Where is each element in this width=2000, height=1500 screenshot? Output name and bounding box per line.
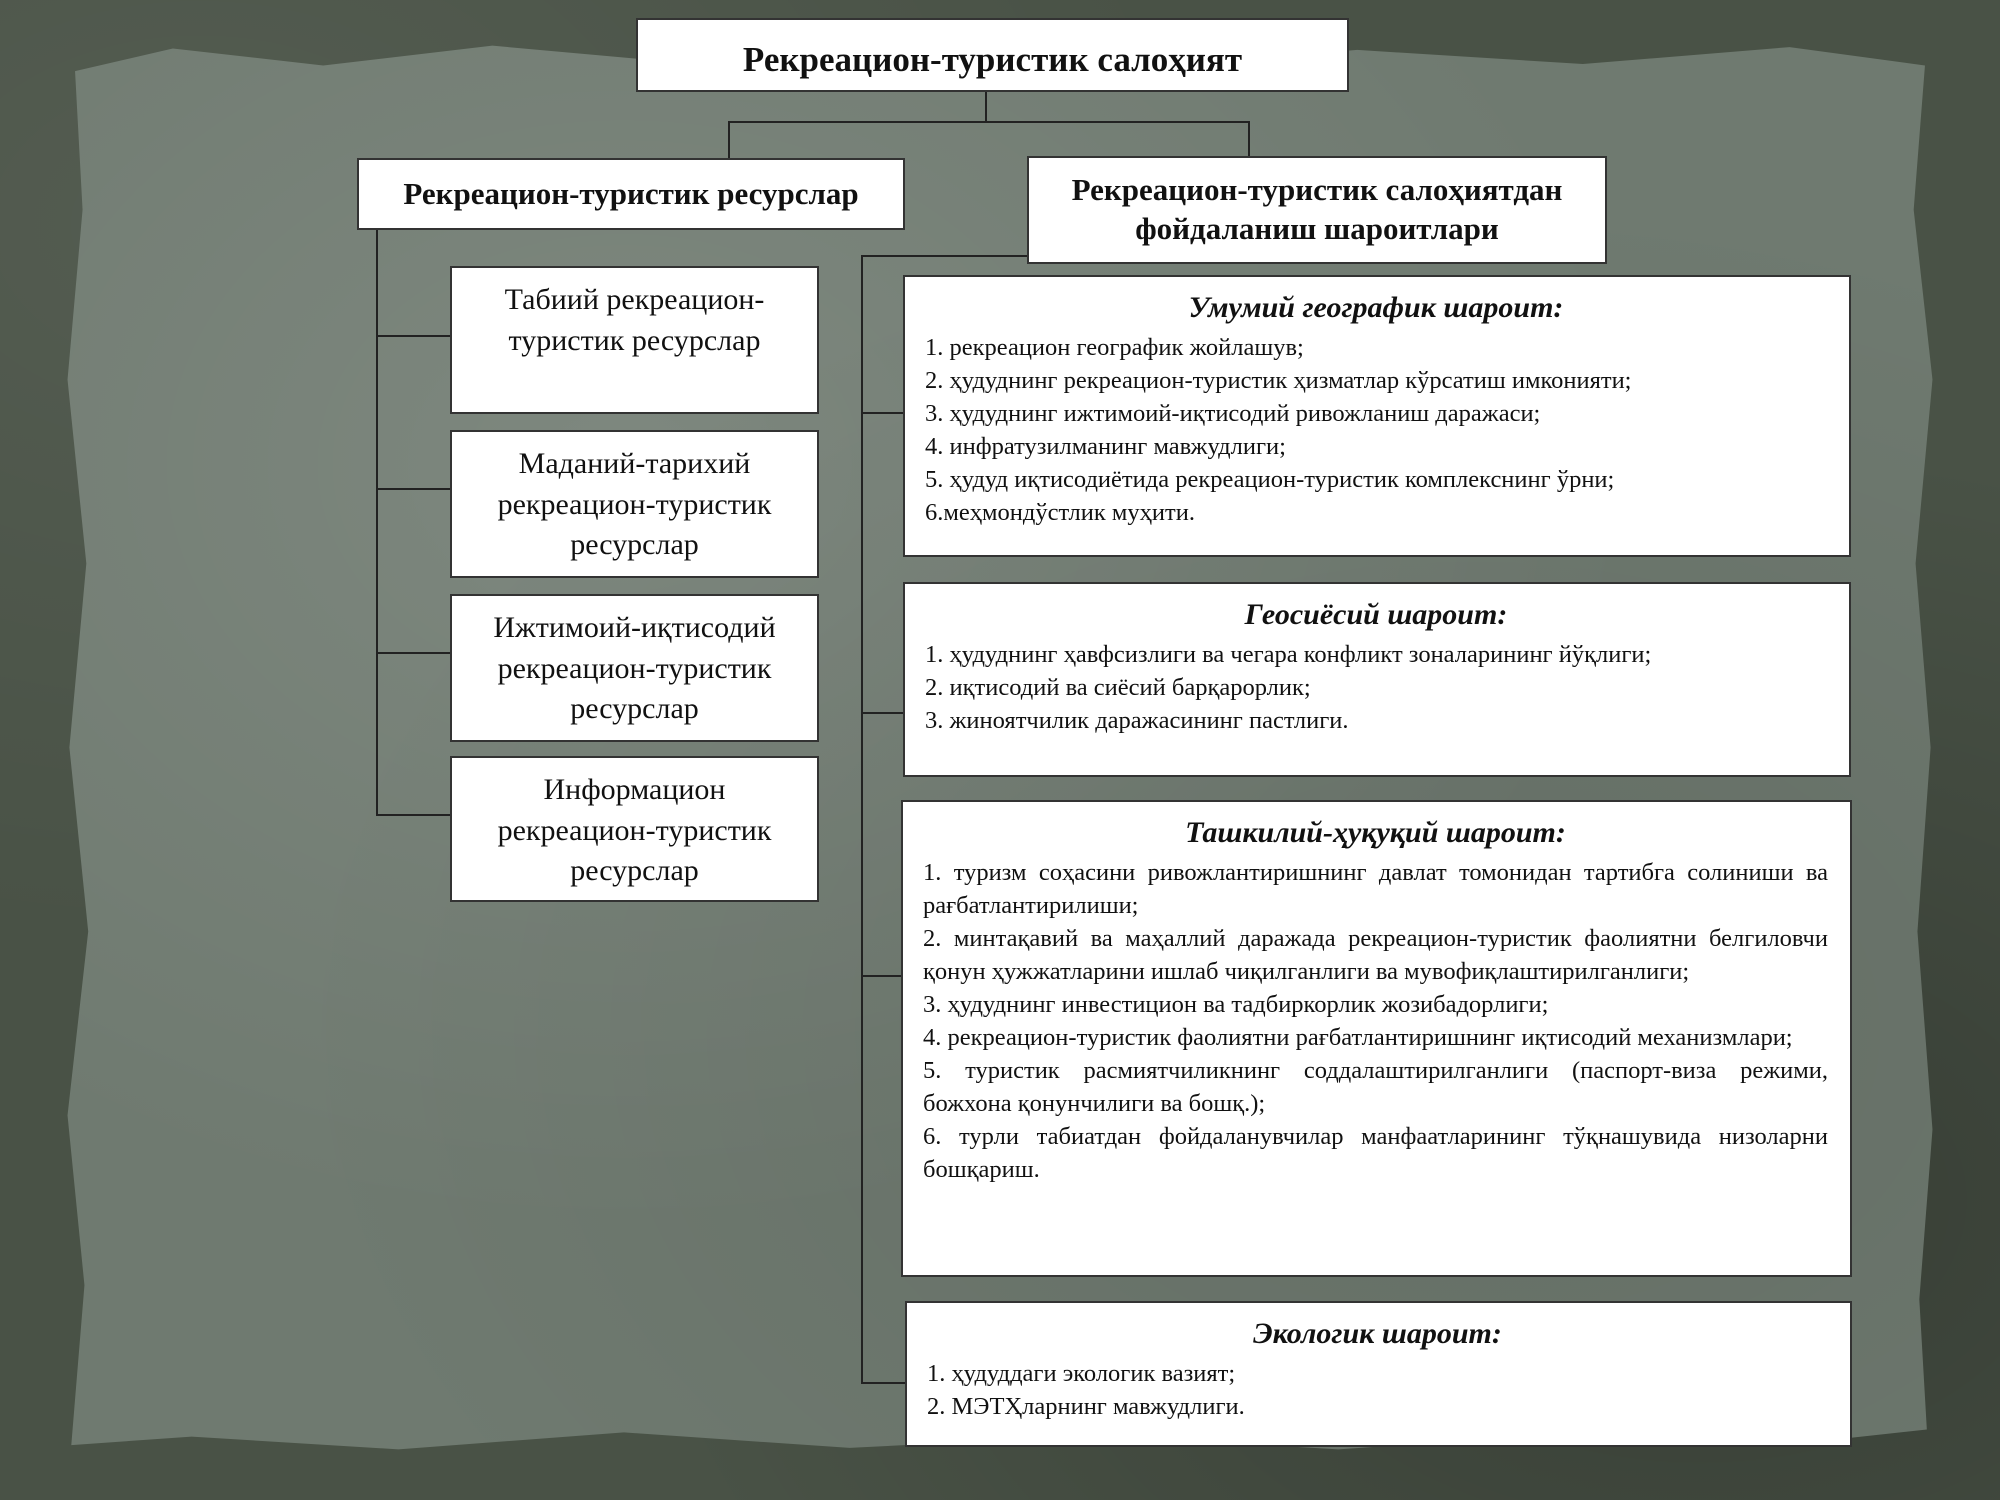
connector-left-item-1 xyxy=(376,335,451,337)
right-branch-node xyxy=(1027,156,1607,264)
resource-label: Табиий рекреацион-туристик ресурслар xyxy=(504,283,765,357)
connector-to-left-branch xyxy=(728,121,730,159)
condition-item: 5. ҳудуд иқтисодиётида рекреацион-туристик комплекснинг ўрни; xyxy=(925,466,1615,493)
condition-item: 3. жиноятчилик даражасининг пастлиги. xyxy=(925,707,1349,734)
resource-label: Информацион рекреацион-туристик ресурслар xyxy=(497,773,772,887)
resource-node-natural xyxy=(450,266,819,414)
connector-left-trunk xyxy=(376,230,378,816)
root-title: Рекреацион-туристик салоҳият xyxy=(742,40,1243,80)
condition-item: 1. туризм соҳасини ривожлантиришнинг давлат томонидан тартибга солиниши ва рағбатлантирилиши; xyxy=(923,859,1828,919)
condition-title: Умумий географик шароит: xyxy=(1188,291,1564,324)
resource-label: Ижтимоий-иқтисодий рекреацион-туристик ресурслар xyxy=(493,611,776,725)
condition-item: 2. минтақавий ва маҳаллий даражада рекреацион-туристик фаолиятни белгиловчи қонун ҳужжатларини ишлаб чиқилганлиги ва мувофиқлаштирилганлиги; xyxy=(923,925,1828,985)
condition-list xyxy=(925,638,1827,737)
condition-box-general xyxy=(903,275,1851,557)
condition-box-geopolitical xyxy=(903,582,1851,777)
condition-item: 2. МЭТҲларнинг мавжудлиги. xyxy=(927,1393,1245,1420)
condition-item: 5. туристик расмиятчиликнинг соддалаштирилганлиги (паспорт-виза режими, божхона қонунчилиги ва бошқ.); xyxy=(923,1057,1828,1117)
condition-title: Геосиёсий шароит: xyxy=(1244,598,1508,631)
condition-item: 4. рекреацион-туристик фаолиятни рағбатлантиришнинг иқтисодий механизмлари; xyxy=(923,1024,1793,1051)
condition-item: 1. рекреацион географик жойлашув; xyxy=(925,334,1304,361)
condition-list xyxy=(925,331,1827,529)
condition-item: 1. ҳудуднинг ҳавфсизлиги ва чегара конфликт зоналарининг йўқлиги; xyxy=(925,641,1652,668)
condition-item: 4. инфратузилманинг мавжудлиги; xyxy=(925,433,1286,460)
resource-node-informational xyxy=(450,756,819,902)
connector-right-trunk xyxy=(861,255,863,1384)
condition-title: Экологик шароит: xyxy=(1253,1317,1502,1350)
connector-left-item-3 xyxy=(376,652,451,654)
resource-node-cultural xyxy=(450,430,819,578)
condition-title: Ташкилий-ҳуқуқий шароит: xyxy=(1185,816,1566,849)
connector-root-horizontal xyxy=(728,121,1250,123)
connector-to-right-branch xyxy=(1248,121,1250,157)
condition-item: 1. ҳудуддаги экологик вазият; xyxy=(927,1360,1236,1387)
left-branch-node xyxy=(357,158,905,230)
condition-item: 3. ҳудуднинг инвестицион ва тадбиркорлик жозибадорлиги; xyxy=(923,991,1549,1018)
condition-item: 2. иқтисодий ва сиёсий барқарорлик; xyxy=(925,674,1311,701)
right-branch-title: Рекреацион-туристик салоҳиятдан фойдаланиш шароитлари xyxy=(1071,172,1563,246)
resource-label: Маданий-тарихий рекреацион-туристик ресурслар xyxy=(497,447,772,561)
connector-left-item-2 xyxy=(376,488,451,490)
condition-item: 3. ҳудуднинг ижтимоий-иқтисодий ривожланиш даражаси; xyxy=(925,400,1541,427)
condition-item: 6.меҳмондўстлик муҳити. xyxy=(925,499,1195,526)
connector-root-down xyxy=(985,90,987,123)
condition-box-ecological xyxy=(905,1301,1852,1447)
connector-right-item-2 xyxy=(861,712,905,714)
connector-right-item-4 xyxy=(861,1382,907,1384)
root-node xyxy=(636,18,1349,92)
resource-node-socioeconomic xyxy=(450,594,819,742)
connector-right-item-1 xyxy=(861,412,905,414)
condition-list xyxy=(923,856,1828,1186)
condition-box-organizational-legal xyxy=(901,800,1852,1277)
condition-list xyxy=(927,1357,1828,1423)
condition-item: 2. ҳудуднинг рекреацион-туристик ҳизматлар кўрсатиш имконияти; xyxy=(925,367,1632,394)
left-branch-title: Рекреацион-туристик ресурслар xyxy=(403,175,859,211)
connector-right-item-3 xyxy=(861,975,903,977)
condition-item: 6. турли табиатдан фойдаланувчилар манфаатларининг тўқнашувида низоларни бошқариш. xyxy=(923,1123,1828,1183)
connector-right-top xyxy=(861,255,1029,257)
connector-left-item-4 xyxy=(376,814,451,816)
